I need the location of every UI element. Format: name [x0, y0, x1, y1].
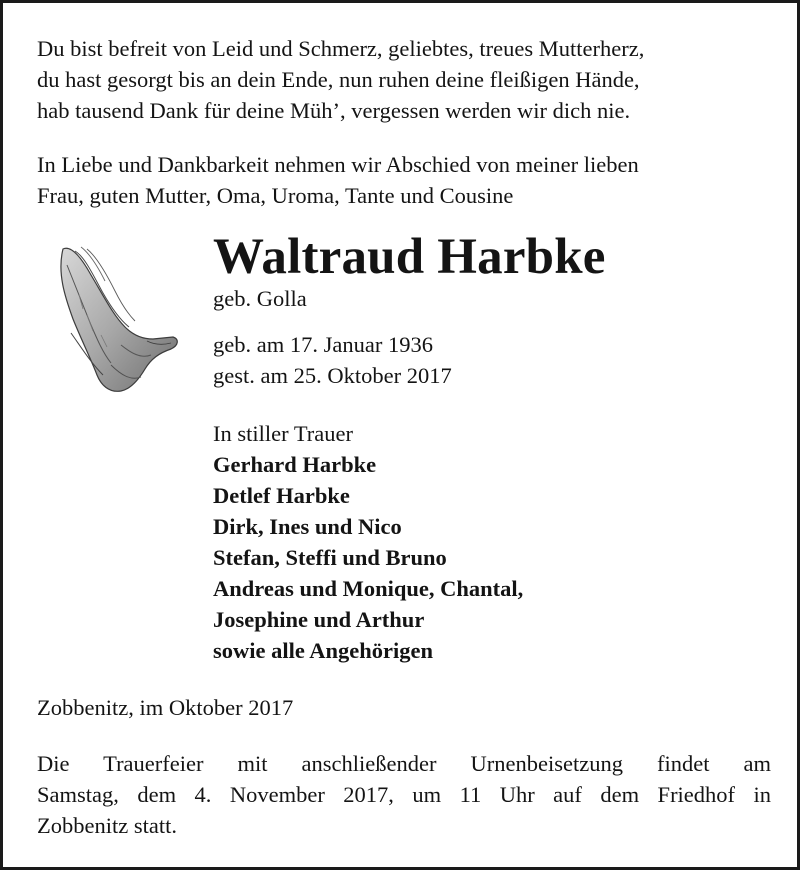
death-date: gest. am 25. Oktober 2017 [213, 363, 452, 388]
mourner-name: Stefan, Steffi und Bruno [213, 545, 447, 570]
mourners-list [213, 418, 523, 666]
poem [37, 33, 777, 126]
poem-line: Du bist befreit von Leid und Schmerz, geliebtes, treues Mutterherz, [37, 36, 645, 61]
mourner-name: sowie alle Angehörigen [213, 638, 433, 663]
intro-text [37, 149, 777, 211]
poem-line: hab tausend Dank für deine Müh’, vergessen werden wir dich nie. [37, 98, 631, 123]
mourner-name: Gerhard Harbke [213, 452, 377, 477]
intro-line: Frau, guten Mutter, Oma, Uroma, Tante und Cousine [37, 183, 514, 208]
birth-date: geb. am 17. Januar 1936 [213, 332, 433, 357]
mourner-name: Josephine und Arthur [213, 607, 425, 632]
birth-name: geb. Golla [213, 286, 307, 311]
mourner-name: Andreas und Monique, Chantal, [213, 576, 524, 601]
mourning-heading: In stiller Trauer [213, 421, 353, 446]
service-line: Zobbenitz statt. [37, 813, 177, 838]
service-announcement [37, 748, 771, 841]
intro-line: In Liebe und Dankbarkeit nehmen wir Abschied von meiner lieben [37, 152, 639, 177]
poem-line: du hast gesorgt bis an dein Ende, nun ruhen deine fleißigen Hände, [37, 67, 640, 92]
mourner-name: Dirk, Ines und Nico [213, 514, 402, 539]
service-line: Samstag, dem 4. November 2017, um 11 Uhr auf dem Friedhof in [37, 782, 771, 807]
mourner-name: Detlef Harbke [213, 483, 350, 508]
praying-hands-icon [51, 235, 191, 405]
place-date: Zobbenitz, im Oktober 2017 [37, 695, 294, 720]
service-line: Die Trauerfeier mit anschließender Urnenbeisetzung findet am [37, 751, 771, 776]
deceased-name: Waltraud Harbke [213, 229, 606, 285]
